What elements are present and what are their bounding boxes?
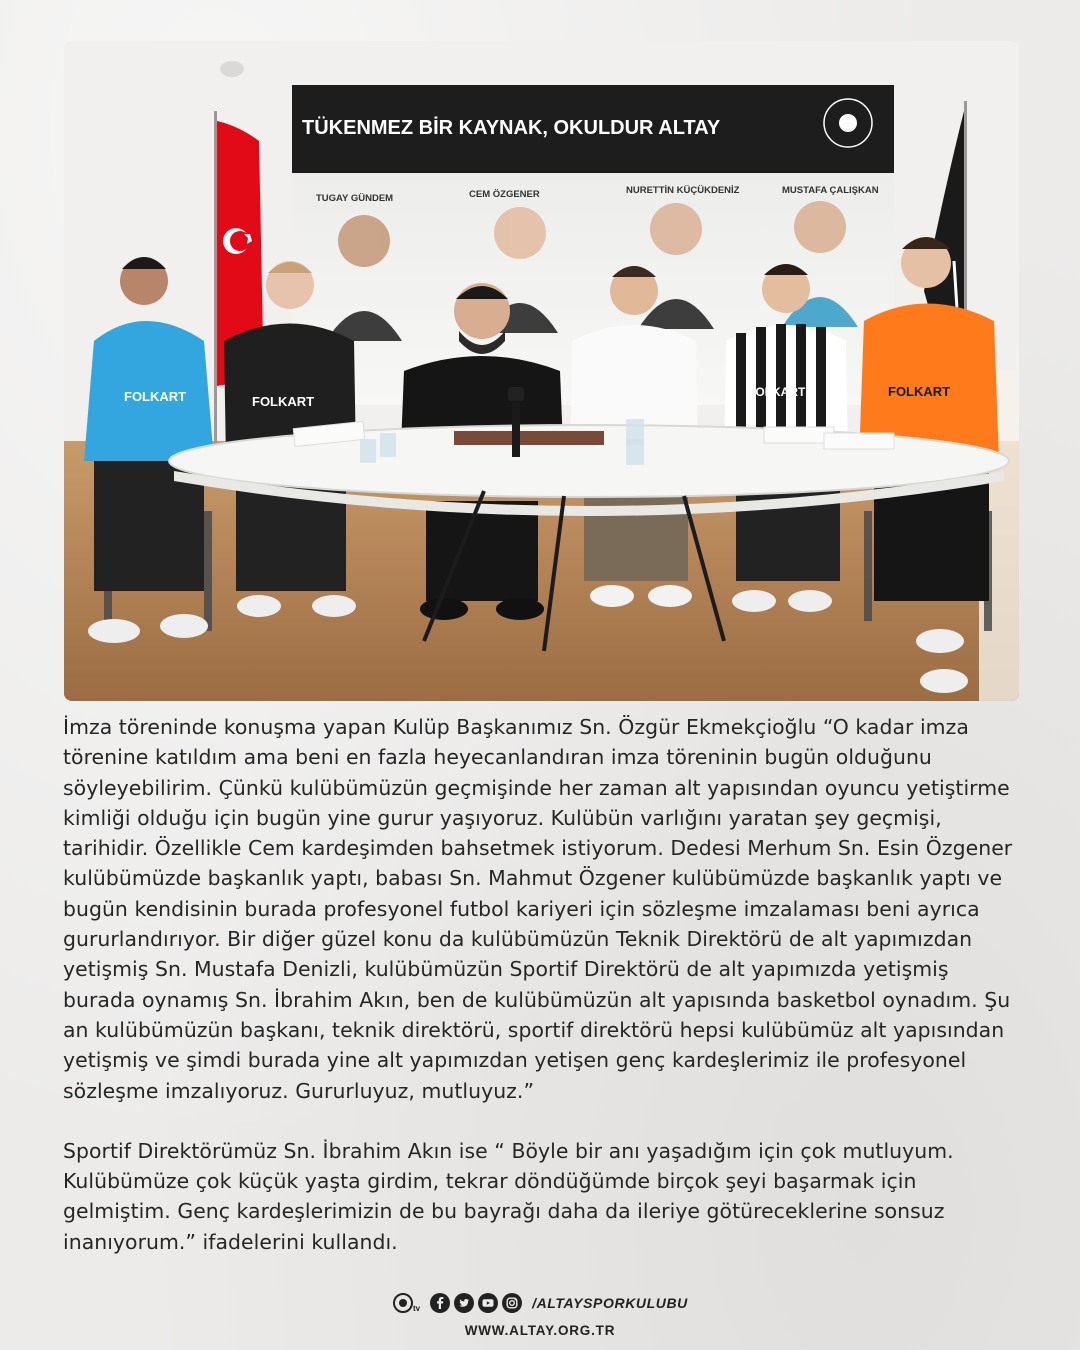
- banner-player-name: MUSTAFA ÇALIŞKAN: [782, 185, 879, 196]
- banner-player-name: CEM ÖZGENER: [469, 189, 540, 200]
- article-body: [63, 712, 1023, 1257]
- banner-title: TÜKENMEZ BİR KAYNAK, OKULDUR ALTAY: [302, 117, 721, 139]
- jersey-sponsor-text: FOLKART: [252, 394, 315, 409]
- facebook-icon[interactable]: [430, 1293, 450, 1313]
- jersey-sponsor-text: FOLKART: [124, 389, 187, 404]
- twitter-icon[interactable]: [454, 1293, 474, 1313]
- jersey-sponsor-text: FOLKART: [888, 384, 951, 399]
- photo-illustration: [64, 41, 1019, 701]
- svg-text:tv: tv: [413, 1304, 421, 1313]
- altay-tv-icon[interactable]: [392, 1293, 426, 1313]
- jersey-sponsor-text: FOLKART: [748, 385, 806, 399]
- social-handle[interactable]: /ALTAYSPORKULUBU: [532, 1295, 688, 1311]
- signing-ceremony-photo: [64, 41, 1019, 701]
- banner-player-name: TUGAY GÜNDEM: [316, 193, 394, 204]
- article-paragraph: Sportif Direktörümüz Sn. İbrahim Akın ise “ Böyle bir anı yaşadığım için çok mutluyum. Kulübümüze çok küçük yaşta girdim, tekrar döndüğümde birçok şeyi başarmak için gelmiştim. Genç kardeşlerimizin de bu bayrağı daha da ileriye götüreceklerine sonsuz inanıyorum.” ifadelerini kullandı.: [63, 1138, 954, 1254]
- instagram-icon[interactable]: [502, 1293, 522, 1313]
- banner-player-name: NURETTİN KÜÇÜKDENİZ: [626, 185, 740, 196]
- website-link[interactable]: WWW.ALTAY.ORG.TR: [464, 1323, 616, 1338]
- footer: [0, 1290, 1080, 1338]
- youtube-icon[interactable]: [478, 1293, 498, 1313]
- article-paragraph: İmza töreninde konuşma yapan Kulüp Başkanımız Sn. Özgür Ekmekçioğlu “O kadar imza törenine katıldım ama beni en fazla heyecanlandıran imza töreninin bugün olduğunu söyleyebilirim. Çünkü kulübümüzün geçmişinde her zaman alt yapısından oyuncu yetiştirme kimliği olduğu için bugün yine gurur yaşıyoruz. Kulübün varlığını yaratan şey geçmişi, tarihidir. Özellikle Cem kardeşimden bahsetmek istiyorum. Dedesi Merhum Sn. Esin Özgener kulübümüzde başkanlık yaptı, babası Sn. Mahmut Özgener kulübümüzde başkanlık yaptı ve bugün kendisinin burada profesyonel futbol kariyeri için sözleşme imzalaması beni ayrıca gururlandırıyor. Bir diğer güzel konu da kulübümüzün Teknik Direktörü de alt yapımızdan yetişmiş Sn. Mustafa Denizli, kulübümüzün Sportif Direktörü de alt yapımızda yetişmiş burada oynamış Sn. İbrahim Akın, ben de kulübümüzün alt yapısında basketbol oynadım. Şu an kulübümüzün başkanı, teknik direktörü, sportif direktörü hepsi kulübümüz alt yapısından yetişmiş ve şimdi burada yine alt yapımızdan yetişen genç kardeşlerimiz ile profesyonel sözleşme imzalıyoruz. Gururluyuz, mutluyuz.”: [63, 715, 1013, 1103]
- social-links: [0, 1290, 1080, 1316]
